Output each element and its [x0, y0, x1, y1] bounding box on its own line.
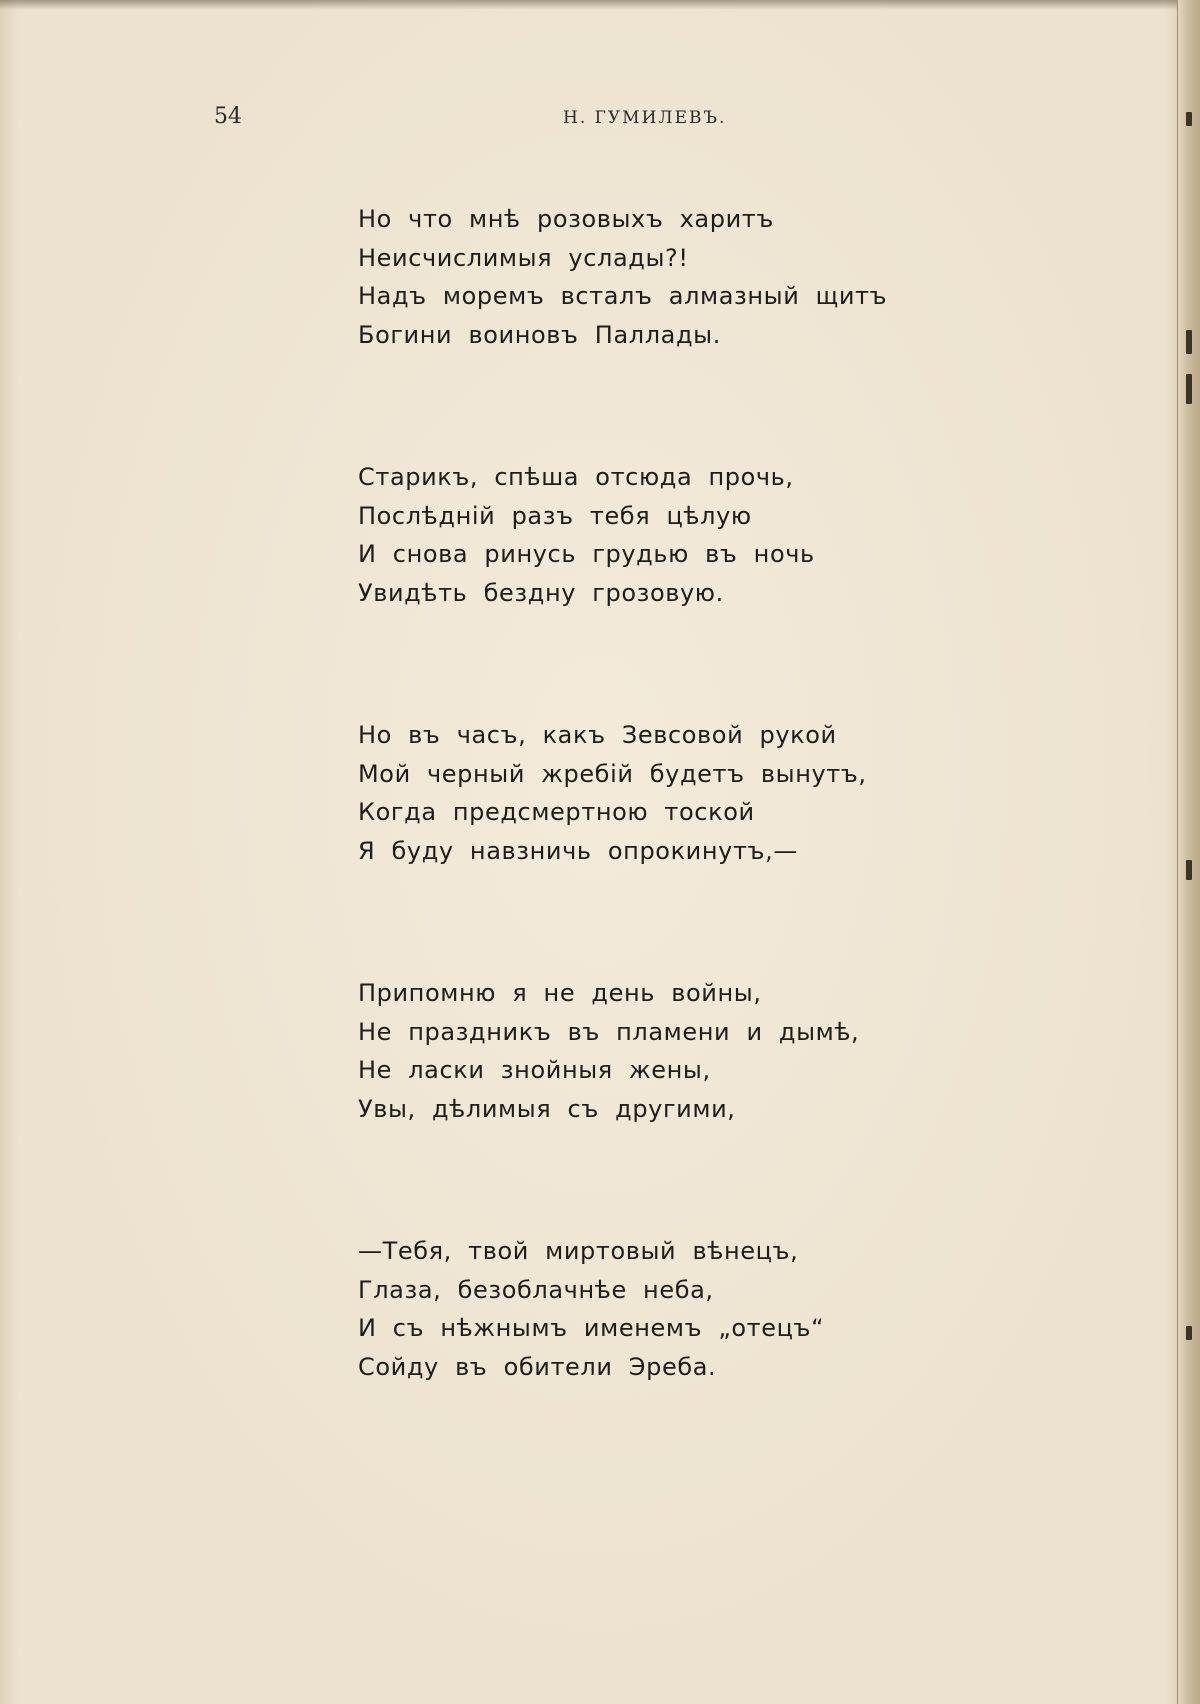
- stanza: [358, 458, 918, 612]
- stanza: [358, 1232, 918, 1386]
- verse-line: Увы, дѣлимыя съ другими,: [358, 1094, 736, 1123]
- verse-line: И снова ринусь грудью въ ночь: [358, 540, 815, 568]
- stanza: [358, 716, 918, 870]
- page-edge: [1177, 0, 1200, 1704]
- stanza: [358, 200, 918, 354]
- verse-line: Припомню я не день войны,: [358, 979, 762, 1007]
- edge-mark: [1186, 330, 1192, 354]
- page-top-shadow: [0, 0, 1200, 10]
- verse-line: Старикъ, спѣша отсюда прочь,: [358, 463, 794, 491]
- verse-line: Богини воиновъ Паллады.: [358, 320, 721, 349]
- verse-line: Глаза, безоблачнѣе неба,: [358, 1275, 714, 1304]
- edge-mark: [1186, 374, 1192, 404]
- verse-line: Не ласки знойныя жены,: [358, 1056, 711, 1084]
- poem-body: [358, 200, 918, 1386]
- running-title: Н. ГУМИЛЕВЪ.: [563, 108, 727, 128]
- verse-line: Увидѣть бездну грозовую.: [358, 578, 724, 607]
- running-head: [0, 100, 1200, 140]
- edge-mark: [1186, 1326, 1192, 1340]
- verse-line: Неисчислимыя услады?!: [358, 243, 689, 272]
- verse-line: И съ нѣжнымъ именемъ „отецъ“: [358, 1314, 825, 1342]
- verse-line: Сойду въ обители Эреба.: [358, 1352, 717, 1381]
- verse-line: —Тебя, твой миртовый вѣнецъ,: [358, 1237, 799, 1265]
- verse-line: Не праздникъ въ пламени и дымѣ,: [358, 1017, 860, 1046]
- verse-line: Мой черный жребiй будетъ вынутъ,: [358, 759, 867, 788]
- verse-line: Но что мнѣ розовыхъ харитъ: [358, 205, 774, 233]
- verse-line: Когда предсмертною тоской: [358, 798, 755, 826]
- verse-line: Послѣднiй разъ тебя цѣлую: [358, 501, 752, 530]
- edge-mark: [1186, 860, 1192, 880]
- verse-line: Надъ моремъ всталъ алмазный щитъ: [358, 282, 888, 310]
- stanza: [358, 974, 918, 1128]
- verse-line: Но въ часъ, какъ Зевсовой рукой: [358, 721, 837, 749]
- verse-line: Я буду навзничь опрокинутъ,—: [358, 836, 798, 865]
- page-number: 54: [214, 104, 242, 129]
